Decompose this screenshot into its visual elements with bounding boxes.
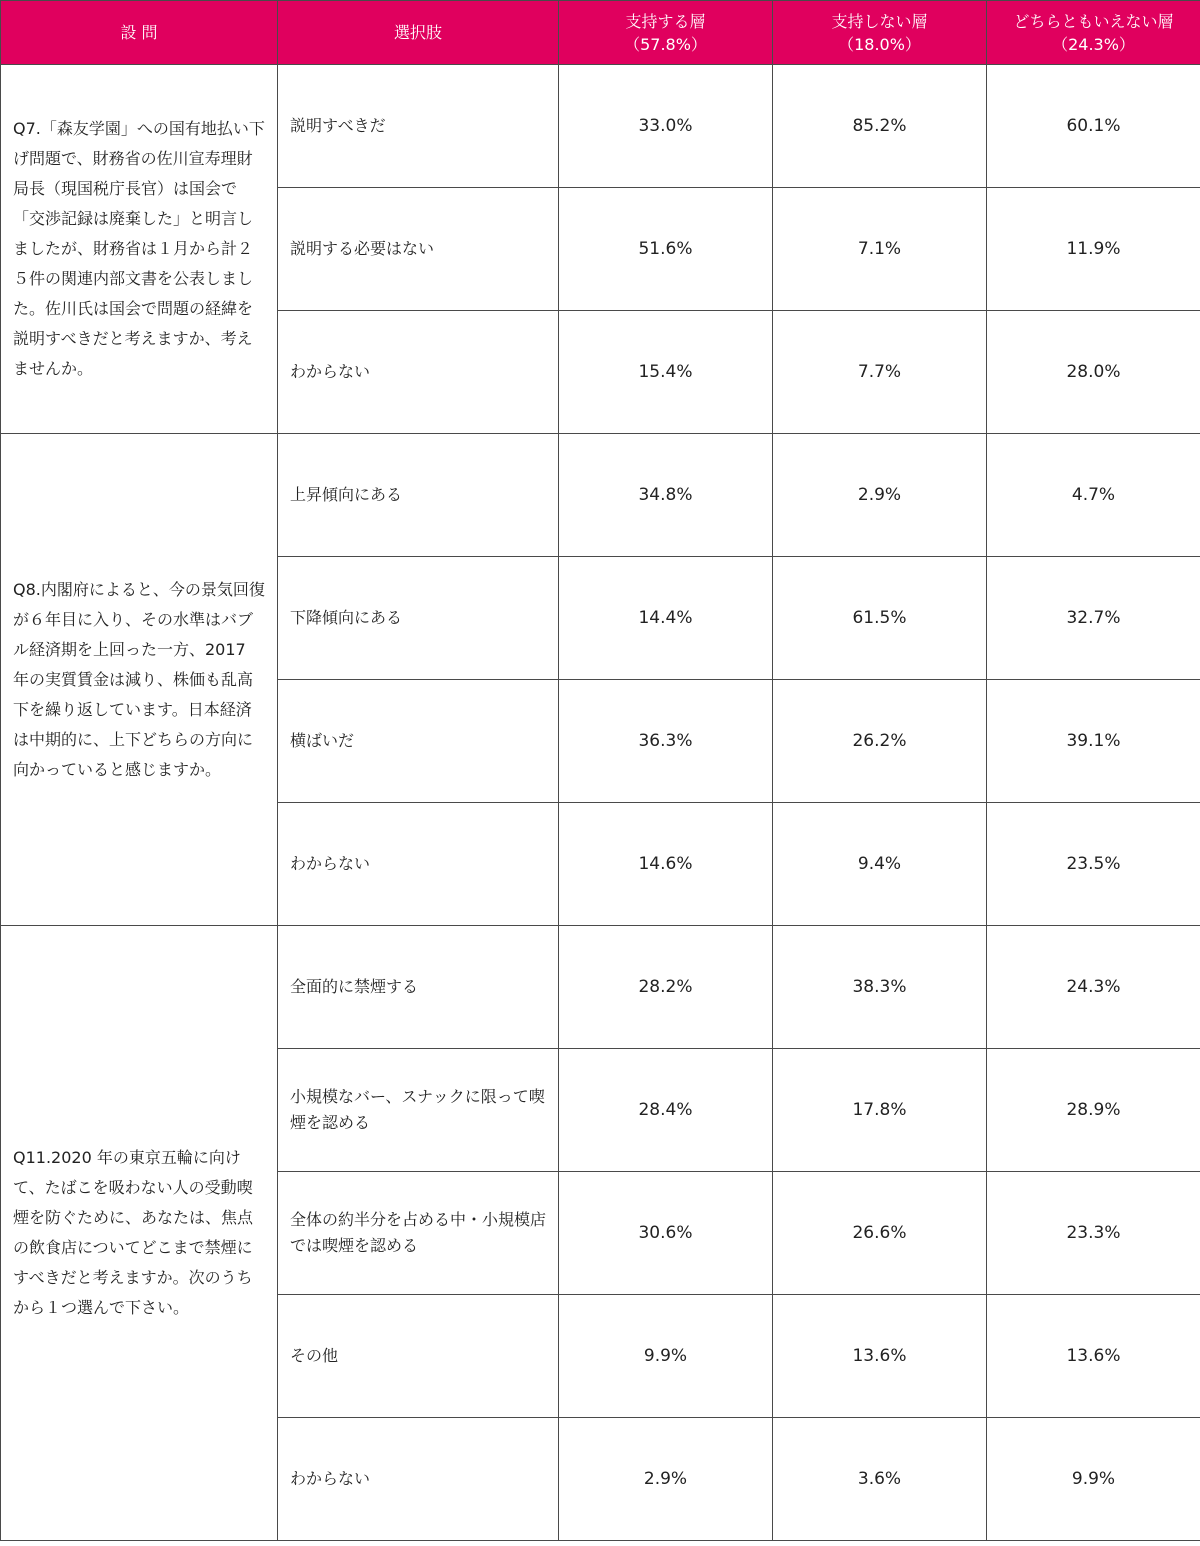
option-cell: わからない xyxy=(278,803,559,926)
nonsupport-value: 2.9% xyxy=(773,434,987,557)
header-neither-share: （24.3%） xyxy=(1052,34,1135,54)
support-value: 15.4% xyxy=(559,311,773,434)
nonsupport-value: 9.4% xyxy=(773,803,987,926)
table-row xyxy=(1,926,1200,1049)
option-cell: 全面的に禁煙する xyxy=(278,926,559,1049)
header-nonsupport xyxy=(773,1,987,65)
neither-value: 39.1% xyxy=(987,680,1200,803)
header-neither xyxy=(987,1,1200,65)
support-value: 30.6% xyxy=(559,1172,773,1295)
neither-value: 13.6% xyxy=(987,1295,1200,1418)
support-value: 28.4% xyxy=(559,1049,773,1172)
neither-value: 4.7% xyxy=(987,434,1200,557)
option-cell: 説明する必要はない xyxy=(278,188,559,311)
support-value: 14.4% xyxy=(559,557,773,680)
neither-value: 32.7% xyxy=(987,557,1200,680)
neither-value: 9.9% xyxy=(987,1418,1200,1541)
header-nonsupport-share: （18.0%） xyxy=(838,34,921,54)
neither-value: 60.1% xyxy=(987,65,1200,188)
support-value: 33.0% xyxy=(559,65,773,188)
header-option: 選択肢 xyxy=(278,1,559,65)
neither-value: 23.3% xyxy=(987,1172,1200,1295)
option-cell: 上昇傾向にある xyxy=(278,434,559,557)
support-value: 36.3% xyxy=(559,680,773,803)
support-value: 2.9% xyxy=(559,1418,773,1541)
option-cell: わからない xyxy=(278,1418,559,1541)
neither-value: 28.9% xyxy=(987,1049,1200,1172)
option-cell: 説明すべきだ xyxy=(278,65,559,188)
support-value: 34.8% xyxy=(559,434,773,557)
header-support xyxy=(559,1,773,65)
option-cell: 全体の約半分を占める中・小規模店では喫煙を認める xyxy=(278,1172,559,1295)
header-support-label: 支持する層 xyxy=(625,11,706,31)
option-cell: その他 xyxy=(278,1295,559,1418)
header-row xyxy=(1,1,1200,65)
question-q11: Q11.2020 年の東京五輪に向けて、たばこを吸わない人の受動喫煙を防ぐために、あなたは、焦点の飲食店についてどこまで禁煙にすべきだと考えますか。次のうちから１つ選んで下さい。 xyxy=(1,926,278,1541)
nonsupport-value: 3.6% xyxy=(773,1418,987,1541)
option-cell: わからない xyxy=(278,311,559,434)
table-row xyxy=(1,434,1200,557)
neither-value: 28.0% xyxy=(987,311,1200,434)
support-value: 51.6% xyxy=(559,188,773,311)
nonsupport-value: 85.2% xyxy=(773,65,987,188)
nonsupport-value: 13.6% xyxy=(773,1295,987,1418)
header-question: 設 問 xyxy=(1,1,278,65)
nonsupport-value: 17.8% xyxy=(773,1049,987,1172)
header-neither-label: どちらともいえない層 xyxy=(1013,11,1174,31)
nonsupport-value: 7.7% xyxy=(773,311,987,434)
option-cell: 下降傾向にある xyxy=(278,557,559,680)
support-value: 14.6% xyxy=(559,803,773,926)
support-value: 9.9% xyxy=(559,1295,773,1418)
nonsupport-value: 26.6% xyxy=(773,1172,987,1295)
neither-value: 23.5% xyxy=(987,803,1200,926)
header-support-share: （57.8%） xyxy=(624,34,707,54)
option-cell: 小規模なバー、スナックに限って喫煙を認める xyxy=(278,1049,559,1172)
question-q7: Q7.「森友学園」への国有地払い下げ問題で、財務省の佐川宣寿理財局長（現国税庁長官）は国会で「交渉記録は廃棄した」と明言しましたが、財務省は１月から計２５件の関連内部文書を公表しました。佐川氏は国会で問題の経緯を説明すべきだと考えますか、考えませんか。 xyxy=(1,65,278,434)
neither-value: 24.3% xyxy=(987,926,1200,1049)
nonsupport-value: 26.2% xyxy=(773,680,987,803)
question-q8: Q8.内閣府によると、今の景気回復が６年目に入り、その水準はバブル経済期を上回った一方、2017 年の実質賃金は減り、株価も乱高下を繰り返しています。日本経済は中期的に、上下どちらの方向に向かっていると感じますか。 xyxy=(1,434,278,926)
nonsupport-value: 38.3% xyxy=(773,926,987,1049)
support-value: 28.2% xyxy=(559,926,773,1049)
table-row xyxy=(1,65,1200,188)
nonsupport-value: 61.5% xyxy=(773,557,987,680)
option-cell: 横ばいだ xyxy=(278,680,559,803)
neither-value: 11.9% xyxy=(987,188,1200,311)
nonsupport-value: 7.1% xyxy=(773,188,987,311)
header-nonsupport-label: 支持しない層 xyxy=(831,11,928,31)
